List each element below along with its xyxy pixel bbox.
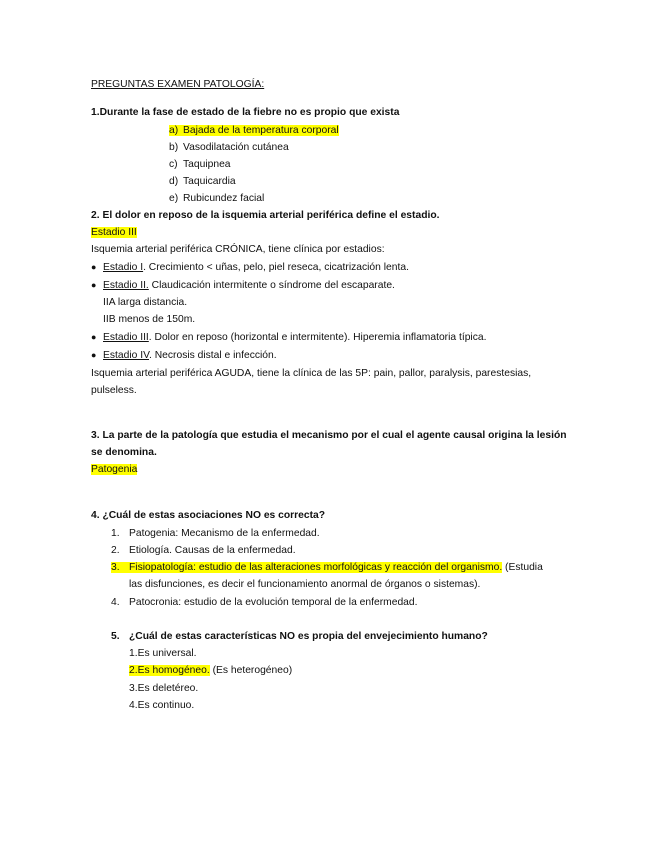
stage-label: Estadio I [103,262,144,273]
q2-stage-2 [103,279,395,292]
q1-option-e [169,192,264,205]
stage-label: Estadio II. [103,280,149,291]
q5-option-4: 4.Es continuo. [129,700,195,711]
q1-option-b [169,141,289,154]
q2-stage-3 [103,331,486,344]
bullet-icon: ● [91,332,97,342]
q4-item-3-highlight [111,562,502,573]
question-text: ¿Cuál de estas características NO es propia del envejecimiento humano? [129,631,488,642]
option-text: Bajada de la temperatura corporal [183,125,339,136]
item-number: 4. [111,597,120,608]
q3-answer-highlight: Patogenia [91,464,138,475]
item-text: Etiología. Causas de la enfermedad. [129,545,296,556]
question-3-line-2: se denomina. [91,447,157,458]
bullet-icon: ● [91,262,97,272]
option-mark: b) [169,142,179,153]
question-5 [111,630,488,643]
item-number: 3. [111,562,120,573]
q4-item-1 [111,527,320,540]
option-text: Rubicundez facial [183,193,265,204]
bullet-icon: ● [91,350,97,360]
option-note: (Es heterogéneo) [209,665,293,676]
bullet-icon: ● [91,280,97,290]
option-mark: e) [169,193,179,204]
question-4: 4. ¿Cuál de estas asociaciones NO es correcta? [91,510,326,521]
q2-acute-line-1: Isquemia arterial periférica AGUDA, tiene la clínica de las 5P: pain, pallor, paralysis, parestesias, [91,368,532,379]
stage-text: . Dolor en reposo (horizontal e intermitente). Hiperemia inflamatoria típica. [148,332,487,343]
item-text: Patocronia: estudio de la evolución temporal de la enfermedad. [129,597,418,608]
option-mark: d) [169,176,179,187]
option-mark: c) [169,159,178,170]
stage-text: . Necrosis distal e infección. [149,350,277,361]
q4-item-3-continuation: las disfunciones, es decir el funcionamiento anormal de órganos o sistemas). [129,579,481,590]
q2-chronic-intro: Isquemia arterial periférica CRÓNICA, tiene clínica por estadios: [91,244,385,255]
q2-sub-iib: IIB menos de 150m. [103,314,196,325]
q4-item-3 [111,561,543,574]
question-3-line-1: 3. La parte de la patología que estudia el mecanismo por el cual el agente causal origina la lesión [91,430,567,441]
option-text: Vasodilatación cutánea [183,142,289,153]
q1-option-d [169,175,236,188]
document-title: PREGUNTAS EXAMEN PATOLOGÍA: [91,79,265,90]
stage-text: Claudicación intermitente o síndrome del escaparate. [148,280,395,291]
q1-option-a [169,124,339,137]
q5-option-3: 3.Es deletéreo. [129,683,199,694]
q4-item-2 [111,544,296,557]
q2-acute-line-2: pulseless. [91,385,137,396]
option-mark: a) [169,125,179,136]
q3-answer [91,463,137,476]
q2-answer [91,226,137,239]
item-note: (Estudia [502,562,543,573]
option-text: Taquipnea [183,159,231,170]
q2-sub-iia: IIA larga distancia. [103,297,188,308]
question-number: 5. [111,631,120,642]
stage-label: Estadio IV [103,350,149,361]
stage-label: Estadio III [103,332,149,343]
q1-option-a-highlight [169,125,339,136]
q5-option-2 [129,664,292,677]
question-1: 1.Durante la fase de estado de la fiebre no es propio que exista [91,107,400,118]
q5-option-2-highlight: 2.Es homogéneo. [129,665,210,676]
q2-stage-4 [103,349,277,362]
q2-answer-highlight: Estadio III [91,227,137,238]
item-text: Fisiopatología: estudio de las alteraciones morfológicas y reacción del organismo. [129,562,503,573]
option-text: Taquicardia [183,176,236,187]
q5-option-1: 1.Es universal. [129,648,197,659]
q4-item-4 [111,596,418,609]
q1-option-c [169,158,231,171]
item-number: 2. [111,545,120,556]
q2-stage-1 [103,261,409,274]
item-number: 1. [111,528,120,539]
item-text: Patogenia: Mecanismo de la enfermedad. [129,528,320,539]
stage-text: . Crecimiento < uñas, pelo, piel reseca, cicatrización lenta. [143,262,409,273]
question-2: 2. El dolor en reposo de la isquemia arterial periférica define el estadio. [91,210,440,221]
